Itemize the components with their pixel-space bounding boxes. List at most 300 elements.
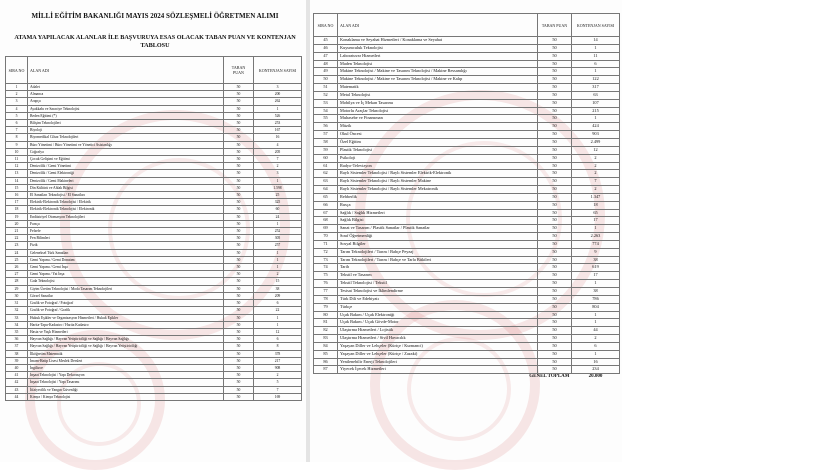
table-row xyxy=(6,256,302,263)
row-no: 19 xyxy=(6,213,28,220)
row-score: 50 xyxy=(538,280,572,288)
row-quota: 1 xyxy=(572,115,620,123)
total-value: 20.000 xyxy=(588,374,603,380)
row-no: 75 xyxy=(314,272,338,280)
row-quota: 8 xyxy=(254,343,302,350)
row-no: 23 xyxy=(6,242,28,249)
row-score: 50 xyxy=(224,98,254,105)
row-score: 50 xyxy=(538,68,572,76)
table-row xyxy=(314,342,620,350)
table-row xyxy=(314,240,620,248)
row-field: Plastik Teknolojisi xyxy=(338,146,538,154)
row-no: 50 xyxy=(314,76,338,84)
row-no: 85 xyxy=(314,350,338,358)
row-quota: 3 xyxy=(254,170,302,177)
col-header-field: ALAN ADI xyxy=(338,14,538,37)
row-no: 8 xyxy=(6,134,28,141)
row-field: Raylı Sistemler Teknolojisi / Raylı Sistemler Elektrik-Elektronik xyxy=(338,170,538,178)
row-field: Sağlık Bilgisi xyxy=(338,217,538,225)
table-row xyxy=(6,264,302,271)
table-row xyxy=(6,249,302,256)
row-score: 50 xyxy=(538,146,572,154)
row-score: 50 xyxy=(538,264,572,272)
row-quota: 257 xyxy=(254,242,302,249)
row-score: 50 xyxy=(224,278,254,285)
table-row xyxy=(314,52,620,60)
row-score: 50 xyxy=(224,213,254,220)
row-field: Biyoloji xyxy=(28,127,224,134)
row-no: 47 xyxy=(314,52,338,60)
row-no: 4 xyxy=(6,105,28,112)
row-no: 68 xyxy=(314,217,338,225)
row-quota: 2 xyxy=(254,372,302,379)
row-field: Gemi Yapımı / Gemi İnşa xyxy=(28,264,224,271)
row-quota: 205 xyxy=(254,148,302,155)
row-score: 50 xyxy=(224,220,254,227)
row-quota: 17 xyxy=(572,272,620,280)
row-no: 21 xyxy=(6,228,28,235)
table-row xyxy=(314,350,620,358)
row-field: Yiyecek İçecek Hizmetleri xyxy=(338,366,538,374)
row-field: Sağlık / Sağlık Hizmetleri xyxy=(338,209,538,217)
col-header-score: TABAN PUAN xyxy=(224,57,254,84)
row-no: 76 xyxy=(314,280,338,288)
row-field: Rusça xyxy=(338,201,538,209)
row-quota: 15 xyxy=(254,278,302,285)
row-quota: 262 xyxy=(254,98,302,105)
row-field: Adalet xyxy=(28,84,224,91)
row-score: 50 xyxy=(224,393,254,400)
row-score: 50 xyxy=(538,91,572,99)
row-quota: 63 xyxy=(572,91,620,99)
row-score: 50 xyxy=(224,141,254,148)
row-field: Yenilenebilir Enerji Teknolojileri xyxy=(338,358,538,366)
row-quota: 1 xyxy=(254,314,302,321)
row-quota: 804 xyxy=(572,303,620,311)
col-header-no: SIRA NO xyxy=(314,14,338,37)
row-score: 50 xyxy=(224,84,254,91)
table-row xyxy=(314,358,620,366)
table-row xyxy=(314,233,620,241)
row-no: 70 xyxy=(314,233,338,241)
row-no: 5 xyxy=(6,112,28,119)
row-no: 9 xyxy=(6,141,28,148)
row-no: 10 xyxy=(6,148,28,155)
row-field: Felsefe xyxy=(28,228,224,235)
table-row xyxy=(6,350,302,357)
table-row xyxy=(314,366,620,374)
table-row xyxy=(314,115,620,123)
row-field: Tesisat Teknolojisi ve İklimlendirme xyxy=(338,288,538,296)
row-no: 86 xyxy=(314,358,338,366)
row-quota: 3 xyxy=(254,84,302,91)
row-no: 33 xyxy=(6,314,28,321)
row-score: 50 xyxy=(538,233,572,241)
row-no: 2 xyxy=(6,91,28,98)
row-quota: 619 xyxy=(572,264,620,272)
row-field: Özel Eğitim xyxy=(338,138,538,146)
table-row xyxy=(6,112,302,119)
row-no: 27 xyxy=(6,271,28,278)
col-header-quota: KONTENJAN SAYISI xyxy=(572,14,620,37)
row-score: 50 xyxy=(538,303,572,311)
table-row xyxy=(314,154,620,162)
row-no: 39 xyxy=(6,357,28,364)
row-field: Gemi Yapımı / Yat İnşa xyxy=(28,271,224,278)
row-quota: 1 xyxy=(572,68,620,76)
table-row xyxy=(314,256,620,264)
row-no: 3 xyxy=(6,98,28,105)
row-score: 50 xyxy=(538,288,572,296)
row-field: Sosyal Bilgiler xyxy=(338,240,538,248)
row-quota: 22 xyxy=(254,307,302,314)
row-quota: 2 xyxy=(254,163,302,170)
row-field: Gemi Yapımı / Gemi Donatım xyxy=(28,256,224,263)
row-no: 41 xyxy=(6,372,28,379)
row-quota: 217 xyxy=(254,357,302,364)
row-quota: 65 xyxy=(572,209,620,217)
row-no: 77 xyxy=(314,288,338,296)
row-field: Psikoloji xyxy=(338,154,538,162)
row-score: 50 xyxy=(224,105,254,112)
row-score: 50 xyxy=(224,364,254,371)
table-row xyxy=(6,285,302,292)
table-row xyxy=(314,225,620,233)
row-field: Grafik ve Fotoğraf / Fotoğraf xyxy=(28,300,224,307)
row-quota: 200 xyxy=(254,91,302,98)
row-quota: 9 xyxy=(572,248,620,256)
row-no: 34 xyxy=(6,321,28,328)
row-quota: 774 xyxy=(572,240,620,248)
row-field: İngilizce xyxy=(28,364,224,371)
table-row xyxy=(314,68,620,76)
row-score: 50 xyxy=(538,256,572,264)
row-no: 13 xyxy=(6,170,28,177)
row-quota: 305 xyxy=(254,235,302,242)
table-row xyxy=(6,314,302,321)
table-row xyxy=(6,343,302,350)
row-no: 6 xyxy=(6,120,28,127)
table-row xyxy=(6,170,302,177)
row-score: 50 xyxy=(224,271,254,278)
table-row xyxy=(314,170,620,178)
table-row xyxy=(6,307,302,314)
row-score: 50 xyxy=(538,178,572,186)
row-score: 50 xyxy=(224,170,254,177)
table-row xyxy=(314,131,620,139)
row-score: 50 xyxy=(224,192,254,199)
table-row xyxy=(6,213,302,220)
row-no: 14 xyxy=(6,177,28,184)
row-no: 42 xyxy=(6,379,28,386)
row-score: 50 xyxy=(224,112,254,119)
row-quota: 1 xyxy=(572,319,620,327)
row-field: Denizcilik / Gemi Yönetimi xyxy=(28,163,224,170)
row-no: 81 xyxy=(314,319,338,327)
table-row xyxy=(6,278,302,285)
row-no: 29 xyxy=(6,285,28,292)
row-field: Kimya / Kimya Teknolojisi xyxy=(28,393,224,400)
row-score: 50 xyxy=(538,342,572,350)
row-no: 1 xyxy=(6,84,28,91)
table-row xyxy=(6,98,302,105)
row-no: 44 xyxy=(6,393,28,400)
row-quota: 2.499 xyxy=(572,138,620,146)
table-row xyxy=(6,134,302,141)
row-quota: 1 xyxy=(572,280,620,288)
row-score: 50 xyxy=(224,249,254,256)
row-field: Radyo-Televizyon xyxy=(338,162,538,170)
row-field: Hasta ve Yaşlı Hizmetleri xyxy=(28,328,224,335)
table-row xyxy=(6,199,302,206)
row-score: 50 xyxy=(224,120,254,127)
row-quota: 2 xyxy=(572,162,620,170)
row-quota: 1 xyxy=(572,225,620,233)
row-score: 50 xyxy=(538,52,572,60)
row-quota: 60 xyxy=(254,206,302,213)
row-no: 53 xyxy=(314,99,338,107)
row-no: 25 xyxy=(6,256,28,263)
table-row xyxy=(6,91,302,98)
table-row xyxy=(6,192,302,199)
row-no: 82 xyxy=(314,327,338,335)
row-score: 50 xyxy=(538,131,572,139)
row-field: İmam-Hatip Lisesi Meslek Dersleri xyxy=(28,357,224,364)
row-no: 65 xyxy=(314,193,338,201)
document-subtitle: ATAMA YAPILACAK ALANLAR İLE BAŞVURUYA ESAS OLACAK TABAN PUAN VE KONTENJAN TABLOSU xyxy=(14,34,296,49)
row-quota: 17 xyxy=(572,217,620,225)
row-quota: 317 xyxy=(572,84,620,92)
row-field: Tarih xyxy=(338,264,538,272)
row-field: Çocuk Gelişimi ve Eğitimi xyxy=(28,156,224,163)
table-row xyxy=(6,148,302,155)
row-field: Yaşayan Diller ve Lehçeler (Kürtçe / Zazaki) xyxy=(338,350,538,358)
row-score: 50 xyxy=(224,134,254,141)
row-no: 84 xyxy=(314,342,338,350)
row-score: 50 xyxy=(224,206,254,213)
row-no: 59 xyxy=(314,146,338,154)
table-row xyxy=(314,303,620,311)
table-row xyxy=(6,328,302,335)
row-quota: 252 xyxy=(254,228,302,235)
table-row xyxy=(314,91,620,99)
row-quota: 14 xyxy=(572,37,620,45)
table-row xyxy=(314,335,620,343)
row-score: 50 xyxy=(538,107,572,115)
table-row xyxy=(314,186,620,194)
table-row xyxy=(6,271,302,278)
row-field: Türkçe xyxy=(338,303,538,311)
table-row xyxy=(6,141,302,148)
table-row xyxy=(6,364,302,371)
row-no: 79 xyxy=(314,303,338,311)
row-no: 31 xyxy=(6,300,28,307)
row-field: Tekstil Teknolojisi / Tekstil xyxy=(338,280,538,288)
row-score: 50 xyxy=(224,379,254,386)
row-field: Grafik ve Fotoğraf / Grafik xyxy=(28,307,224,314)
row-score: 50 xyxy=(224,199,254,206)
row-score: 50 xyxy=(538,44,572,52)
row-no: 60 xyxy=(314,154,338,162)
document-title: MİLLİ EĞİTİM BAKANLIĞI MAYIS 2024 SÖZLEŞMELİ ÖĞRETMEN ALIMI xyxy=(31,12,279,20)
row-score: 50 xyxy=(224,372,254,379)
row-field: Farsça xyxy=(28,220,224,227)
row-field: Endüstriyel Otomasyon Teknolojileri xyxy=(28,213,224,220)
row-field: Elektrik-Elektronik Teknolojisi / Elektronik xyxy=(28,206,224,213)
row-field: Arapça xyxy=(28,98,224,105)
col-header-field: ALAN ADI xyxy=(28,57,224,84)
row-no: 57 xyxy=(314,131,338,139)
row-score: 50 xyxy=(224,256,254,263)
row-quota: 234 xyxy=(572,366,620,374)
row-score: 50 xyxy=(224,235,254,242)
row-score: 50 xyxy=(538,358,572,366)
row-quota: 7 xyxy=(254,386,302,393)
row-field: Bilişim Teknolojileri xyxy=(28,120,224,127)
row-quota: 25 xyxy=(254,192,302,199)
row-field: El Sanatları Teknolojisi / El Sanatları xyxy=(28,192,224,199)
table-row xyxy=(314,264,620,272)
row-score: 50 xyxy=(538,272,572,280)
table-row xyxy=(314,84,620,92)
row-score: 50 xyxy=(224,285,254,292)
row-quota: 2.263 xyxy=(572,233,620,241)
row-score: 50 xyxy=(538,327,572,335)
row-score: 50 xyxy=(224,242,254,249)
total-row xyxy=(314,374,620,381)
row-quota: 1 xyxy=(254,321,302,328)
row-field: Uçak Bakım / Uçak Gövde-Motor xyxy=(338,319,538,327)
row-no: 24 xyxy=(6,249,28,256)
row-score: 50 xyxy=(538,248,572,256)
left-document-page xyxy=(0,0,306,462)
row-field: Motorlu Araçlar Teknolojisi xyxy=(338,107,538,115)
row-quota: 44 xyxy=(572,327,620,335)
row-score: 50 xyxy=(224,264,254,271)
table-row xyxy=(314,311,620,319)
row-score: 50 xyxy=(538,154,572,162)
row-quota: 24 xyxy=(254,213,302,220)
row-field: Görsel Sanatlar xyxy=(28,292,224,299)
row-score: 50 xyxy=(538,295,572,303)
row-no: 83 xyxy=(314,335,338,343)
row-score: 50 xyxy=(224,156,254,163)
table-row xyxy=(314,327,620,335)
table-row xyxy=(6,127,302,134)
row-quota: 7 xyxy=(572,178,620,186)
row-score: 50 xyxy=(538,76,572,84)
row-no: 71 xyxy=(314,240,338,248)
row-no: 51 xyxy=(314,84,338,92)
table-row xyxy=(6,206,302,213)
row-score: 50 xyxy=(538,186,572,194)
row-field: Ayakkabı ve Saraciye Teknolojisi xyxy=(28,105,224,112)
row-field: Konaklama ve Seyahat Hizmetleri / Konaklama ve Seyahat xyxy=(338,37,538,45)
row-no: 73 xyxy=(314,256,338,264)
row-quota: 424 xyxy=(572,123,620,131)
row-field: Makine Teknolojisi / Makine ve Tasarım Teknolojisi / Makine ve Kalıp xyxy=(338,76,538,84)
table-row xyxy=(314,123,620,131)
row-quota: 1 xyxy=(254,177,302,184)
row-score: 50 xyxy=(224,127,254,134)
row-field: Makine Teknolojisi / Makine ve Tasarım Teknolojisi / Makine Ressamlığı xyxy=(338,68,538,76)
row-quota: 4 xyxy=(254,141,302,148)
row-score: 50 xyxy=(224,292,254,299)
row-field: Geleneksel Türk Sanatları xyxy=(28,249,224,256)
row-quota: 786 xyxy=(572,295,620,303)
row-quota: 38 xyxy=(572,256,620,264)
row-score: 50 xyxy=(224,386,254,393)
row-quota: 11 xyxy=(572,52,620,60)
row-score: 50 xyxy=(224,228,254,235)
row-quota: 325 xyxy=(254,199,302,206)
row-quota: 6 xyxy=(572,60,620,68)
row-no: 54 xyxy=(314,107,338,115)
left-quota-table xyxy=(5,56,302,401)
row-field: Müzik xyxy=(338,123,538,131)
row-no: 49 xyxy=(314,68,338,76)
row-score: 50 xyxy=(538,162,572,170)
row-field: Matematik xyxy=(338,84,538,92)
row-field: Tekstil ve Tasarım xyxy=(338,272,538,280)
row-quota: 2 xyxy=(572,170,620,178)
row-quota: 908 xyxy=(254,364,302,371)
row-score: 50 xyxy=(538,138,572,146)
row-score: 50 xyxy=(538,366,572,374)
row-no: 56 xyxy=(314,123,338,131)
row-score: 50 xyxy=(538,84,572,92)
row-quota: 122 xyxy=(572,76,620,84)
row-field: Fen Bilimleri xyxy=(28,235,224,242)
row-no: 40 xyxy=(6,364,28,371)
row-field: Beden Eğitimi (*) xyxy=(28,112,224,119)
table-row xyxy=(6,336,302,343)
row-quota: 1 xyxy=(254,264,302,271)
row-score: 50 xyxy=(224,343,254,350)
row-quota: 1 xyxy=(254,105,302,112)
row-score: 50 xyxy=(224,321,254,328)
row-field: İnşaat Teknolojisi / Yapı Tasarımı xyxy=(28,379,224,386)
row-score: 50 xyxy=(538,225,572,233)
row-score: 50 xyxy=(538,37,572,45)
row-field: Okul Öncesi xyxy=(338,131,538,139)
row-quota: 215 xyxy=(572,107,620,115)
table-row xyxy=(314,209,620,217)
row-quota: 1.598 xyxy=(254,184,302,191)
left-table-body xyxy=(6,84,302,401)
row-no: 58 xyxy=(314,138,338,146)
row-field: Kuyumculuk Teknolojisi xyxy=(338,44,538,52)
col-header-score: TABAN PUAN xyxy=(538,14,572,37)
row-score: 50 xyxy=(538,335,572,343)
row-quota: 12 xyxy=(572,146,620,154)
row-field: Mobilya ve İç Mekan Tasarımı xyxy=(338,99,538,107)
table-row xyxy=(6,120,302,127)
table-row xyxy=(6,220,302,227)
col-header-no: SIRA NO xyxy=(6,57,28,84)
table-row xyxy=(6,163,302,170)
row-field: Uçak Bakım / Uçak Elektroniği xyxy=(338,311,538,319)
row-no: 78 xyxy=(314,295,338,303)
table-row xyxy=(6,300,302,307)
row-no: 20 xyxy=(6,220,28,227)
row-quota: 107 xyxy=(572,99,620,107)
row-no: 30 xyxy=(6,292,28,299)
row-field: Hayvan Sağlığı / Hayvan Yetiştiriciliği ve Sağlığı / Hayvan Sağlığı xyxy=(28,336,224,343)
table-row xyxy=(6,177,302,184)
row-no: 11 xyxy=(6,156,28,163)
row-quota: 38 xyxy=(254,285,302,292)
